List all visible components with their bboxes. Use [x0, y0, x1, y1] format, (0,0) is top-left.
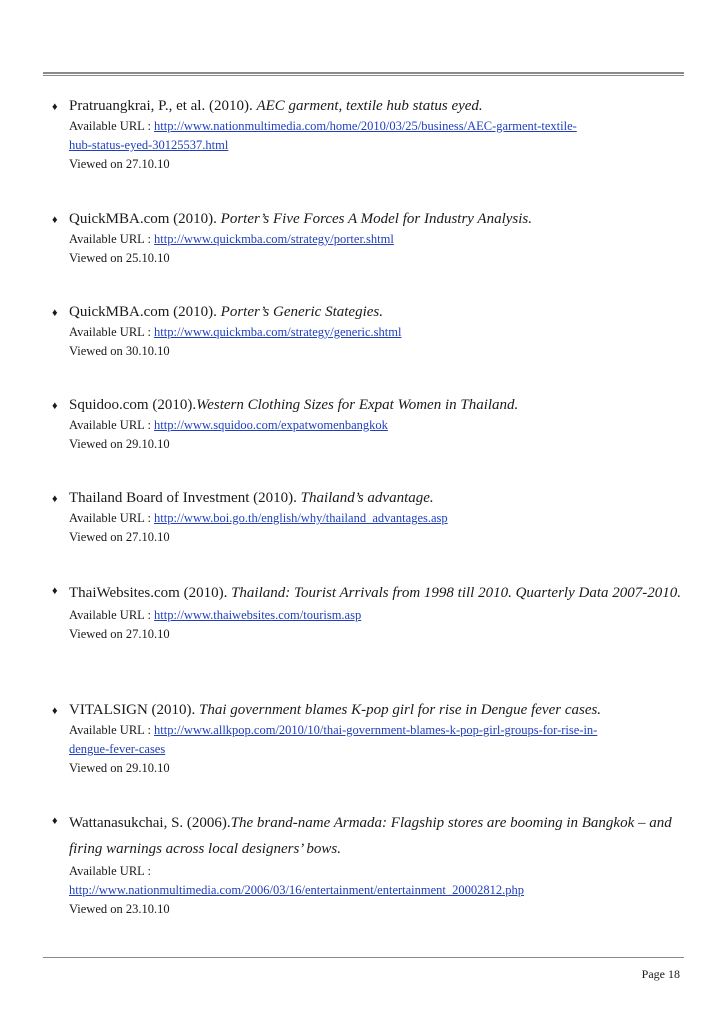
reference-item	[45, 395, 685, 454]
url-label: Available URL :	[69, 511, 155, 525]
reference-link-continued[interactable]: dengue-fever-cases	[69, 742, 166, 756]
reference-link[interactable]: http://www.thaiwebsites.com/tourism.asp	[154, 608, 362, 622]
reference-citation	[69, 209, 685, 230]
reference-item	[45, 810, 685, 919]
reference-title: Thailand’s advantage.	[300, 490, 434, 506]
reference-title: Porter’s Generic Stategies.	[220, 304, 383, 320]
url-label: Available URL :	[69, 723, 155, 737]
reference-link[interactable]: http://www.allkpop.com/2010/10/thai-government-blames-k-pop-girl-groups-for-rise-in-	[154, 723, 598, 737]
bullet-icon: ♦	[52, 214, 58, 226]
bullet-icon: ♦	[52, 307, 58, 319]
header-rule	[43, 72, 684, 76]
reference-link[interactable]: http://www.squidoo.com/expatwomenbangkok	[154, 418, 388, 432]
reference-item	[45, 302, 685, 361]
url-label: Available URL :	[69, 325, 155, 339]
reference-item	[45, 488, 685, 547]
reference-item	[45, 96, 685, 174]
reference-url-block	[69, 862, 685, 919]
bullet-icon: ♦	[52, 705, 58, 717]
bullet-icon: ♦	[52, 585, 58, 597]
viewed-date: Viewed on 25.10.10	[69, 251, 170, 265]
reference-citation	[69, 395, 685, 416]
url-label: Available URL :	[69, 864, 151, 878]
page-number: Page 18	[641, 967, 680, 981]
viewed-date: Viewed on 29.10.10	[69, 761, 170, 775]
reference-title: Thai government blames K-pop girl for rise in Dengue fever cases.	[199, 702, 602, 718]
reference-link[interactable]: http://www.nationmultimedia.com/home/2010/03/25/business/AEC-garment-textile-	[154, 119, 577, 133]
reference-author-year: Squidoo.com (2010).	[69, 397, 197, 413]
reference-title: AEC garment, textile hub status eyed.	[256, 98, 483, 114]
reference-link[interactable]: http://www.quickmba.com/strategy/porter.shtml	[154, 232, 394, 246]
reference-link-continued[interactable]: hub-status-eyed-30125537.html	[69, 138, 229, 152]
reference-url-block	[69, 606, 685, 644]
reference-title: Western Clothing Sizes for Expat Women in Thailand.	[196, 397, 519, 413]
reference-url-block	[69, 323, 685, 361]
reference-url-block	[69, 509, 685, 547]
viewed-date: Viewed on 29.10.10	[69, 437, 170, 451]
reference-link[interactable]: http://www.quickmba.com/strategy/generic.shtml	[154, 325, 402, 339]
footer-rule	[43, 957, 684, 958]
reference-author-year: QuickMBA.com (2010).	[69, 211, 221, 227]
url-label: Available URL :	[69, 232, 155, 246]
url-label: Available URL :	[69, 119, 155, 133]
viewed-date: Viewed on 23.10.10	[69, 902, 170, 916]
reference-citation	[69, 96, 685, 117]
reference-citation	[69, 700, 685, 721]
reference-item	[45, 209, 685, 268]
reference-item	[45, 700, 685, 778]
reference-title: Porter’s Five Forces A Model for Industry Analysis.	[220, 211, 533, 227]
reference-title: The brand-name Armada: Flagship stores are booming in Bangkok – and firing warnings across local designers’ bows.	[69, 815, 672, 857]
reference-citation	[69, 580, 685, 606]
reference-link[interactable]: http://www.nationmultimedia.com/2006/03/16/entertainment/entertainment_20002812.php	[69, 883, 525, 897]
url-label: Available URL :	[69, 418, 155, 432]
reference-url-block	[69, 721, 685, 778]
bullet-icon: ♦	[52, 400, 58, 412]
bullet-icon: ♦	[52, 815, 58, 827]
reference-url-block	[69, 230, 685, 268]
viewed-date: Viewed on 27.10.10	[69, 627, 170, 641]
reference-author-year: QuickMBA.com (2010).	[69, 304, 221, 320]
reference-citation	[69, 302, 685, 323]
url-label: Available URL :	[69, 608, 155, 622]
viewed-date: Viewed on 27.10.10	[69, 157, 170, 171]
reference-url-block	[69, 416, 685, 454]
reference-link[interactable]: http://www.boi.go.th/english/why/thailand_advantages.asp	[154, 511, 448, 525]
reference-url-block	[69, 117, 685, 174]
reference-author-year: ThaiWebsites.com (2010).	[69, 585, 232, 601]
reference-author-year: Wattanasukchai, S. (2006).	[69, 815, 231, 831]
reference-title: Thailand: Tourist Arrivals from 1998 till 2010. Quarterly Data 2007-2010.	[231, 585, 681, 601]
bullet-icon: ♦	[52, 101, 58, 113]
viewed-date: Viewed on 30.10.10	[69, 344, 170, 358]
viewed-date: Viewed on 27.10.10	[69, 530, 170, 544]
reference-citation	[69, 810, 685, 862]
reference-author-year: VITALSIGN (2010).	[69, 702, 200, 718]
reference-author-year: Pratruangkrai, P., et al. (2010).	[69, 98, 257, 114]
reference-author-year: Thailand Board of Investment (2010).	[69, 490, 301, 506]
bullet-icon: ♦	[52, 493, 58, 505]
reference-citation	[69, 488, 685, 509]
reference-item	[45, 580, 685, 644]
